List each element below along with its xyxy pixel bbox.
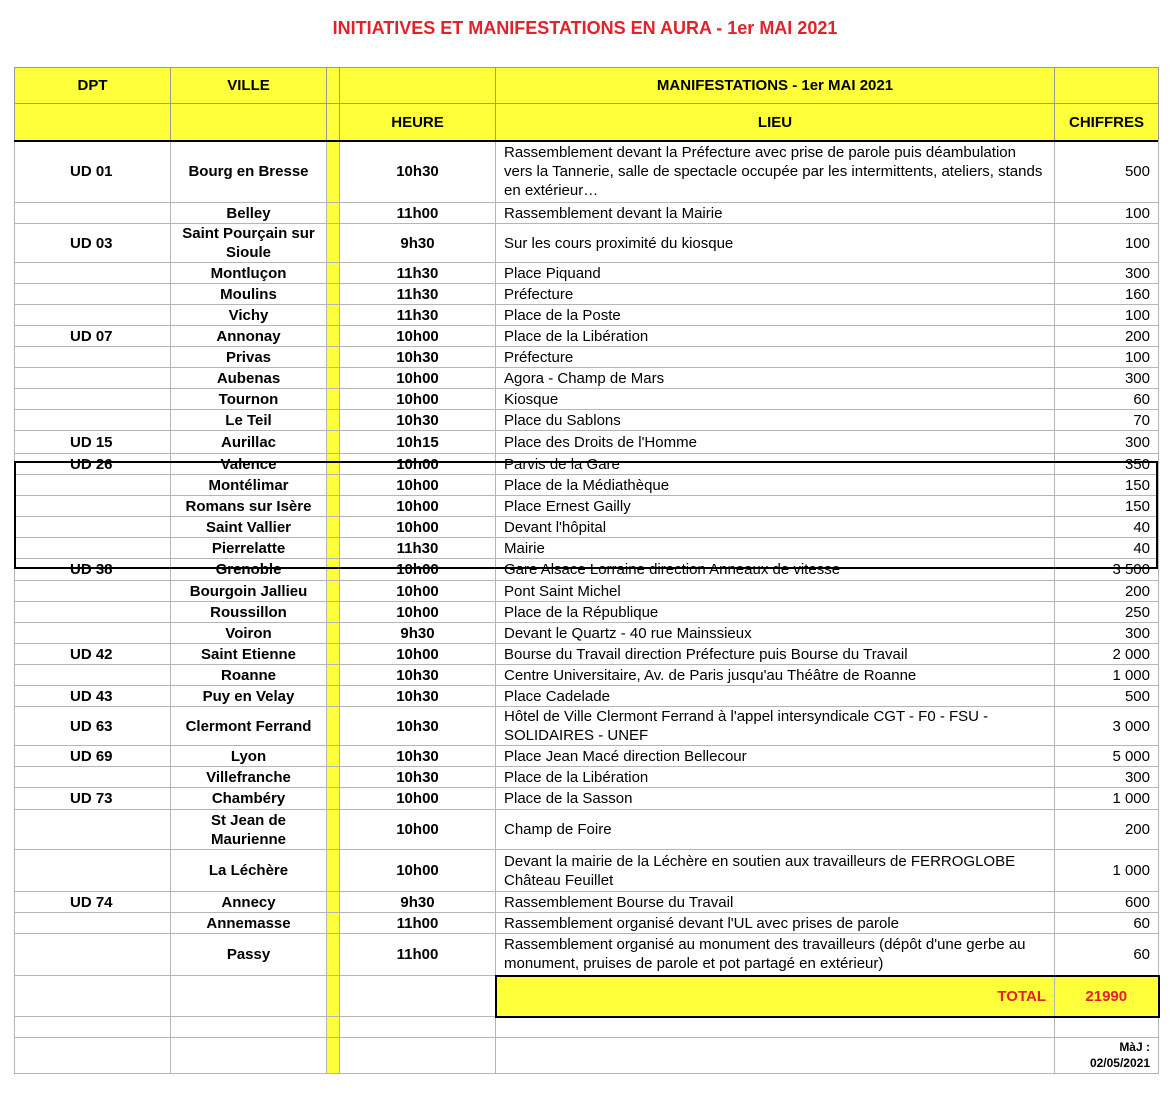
cell-dpt	[15, 934, 171, 976]
cell-lieu: Devant la mairie de la Léchère en soutien aux travailleurs de FERROGLOBE Château Feuillet	[496, 850, 1055, 892]
cell-chiffres: 3 000	[1055, 707, 1159, 746]
cell-chiffres: 350	[1055, 454, 1159, 475]
separator	[327, 976, 340, 1017]
separator	[327, 347, 340, 368]
table-row	[15, 810, 1159, 850]
separator	[327, 602, 340, 623]
separator	[327, 934, 340, 976]
cell-ville: Villefranche	[171, 767, 327, 788]
cell-lieu: Place Jean Macé direction Bellecour	[496, 746, 1055, 767]
cell-heure: 9h30	[340, 892, 496, 913]
cell-lieu: Préfecture	[496, 347, 1055, 368]
cell-dpt	[15, 767, 171, 788]
cell-chiffres: 200	[1055, 581, 1159, 602]
cell-dpt	[15, 810, 171, 850]
empty-cell	[15, 1017, 171, 1038]
separator	[327, 913, 340, 934]
cell-ville: Saint Vallier	[171, 517, 327, 538]
cell-dpt	[15, 581, 171, 602]
separator	[327, 559, 340, 581]
table-row	[15, 224, 1159, 263]
cell-chiffres: 300	[1055, 368, 1159, 389]
separator	[327, 746, 340, 767]
cell-dpt	[15, 623, 171, 644]
table-row	[15, 623, 1159, 644]
separator	[327, 326, 340, 347]
cell-lieu: Devant le Quartz - 40 rue Mainssieux	[496, 623, 1055, 644]
cell-ville: Bourg en Bresse	[171, 141, 327, 203]
header-empty	[15, 104, 171, 141]
cell-lieu: Préfecture	[496, 284, 1055, 305]
cell-lieu: Place Cadelade	[496, 686, 1055, 707]
cell-chiffres: 150	[1055, 496, 1159, 517]
table-row	[15, 284, 1159, 305]
cell-lieu: Rassemblement devant la Mairie	[496, 203, 1055, 224]
cell-chiffres: 1 000	[1055, 850, 1159, 892]
cell-lieu: Pont Saint Michel	[496, 581, 1055, 602]
cell-heure: 9h30	[340, 224, 496, 263]
cell-dpt: UD 43	[15, 686, 171, 707]
separator	[327, 1017, 340, 1038]
cell-heure: 10h00	[340, 810, 496, 850]
cell-chiffres: 100	[1055, 203, 1159, 224]
cell-ville: Aubenas	[171, 368, 327, 389]
cell-lieu: Mairie	[496, 538, 1055, 559]
cell-heure: 10h00	[340, 644, 496, 665]
table-row	[15, 707, 1159, 746]
empty-cell	[171, 1038, 327, 1074]
cell-lieu: Place du Sablons	[496, 410, 1055, 431]
table-row	[15, 892, 1159, 913]
cell-ville: Le Teil	[171, 410, 327, 431]
cell-dpt	[15, 347, 171, 368]
cell-dpt: UD 01	[15, 141, 171, 203]
cell-heure: 10h00	[340, 517, 496, 538]
cell-heure: 10h00	[340, 326, 496, 347]
separator	[327, 644, 340, 665]
empty-cell	[340, 1038, 496, 1074]
cell-dpt	[15, 850, 171, 892]
cell-heure: 10h30	[340, 410, 496, 431]
cell-heure: 10h00	[340, 496, 496, 517]
cell-heure: 10h15	[340, 431, 496, 454]
cell-lieu: Sur les cours proximité du kiosque	[496, 224, 1055, 263]
separator	[327, 1038, 340, 1074]
cell-ville: Romans sur Isère	[171, 496, 327, 517]
cell-ville: Vichy	[171, 305, 327, 326]
spacer-row	[15, 1017, 1159, 1038]
separator	[327, 68, 340, 104]
cell-lieu: Bourse du Travail direction Préfecture puis Bourse du Travail	[496, 644, 1055, 665]
cell-ville: Voiron	[171, 623, 327, 644]
cell-dpt	[15, 410, 171, 431]
separator	[327, 475, 340, 496]
cell-dpt	[15, 389, 171, 410]
cell-lieu: Place de la République	[496, 602, 1055, 623]
cell-dpt	[15, 203, 171, 224]
separator	[327, 305, 340, 326]
cell-dpt	[15, 368, 171, 389]
separator	[327, 665, 340, 686]
cell-dpt	[15, 263, 171, 284]
cell-lieu: Rassemblement Bourse du Travail	[496, 892, 1055, 913]
total-value: 21990	[1055, 976, 1159, 1017]
cell-heure: 11h30	[340, 305, 496, 326]
table-row	[15, 475, 1159, 496]
cell-ville: Belley	[171, 203, 327, 224]
cell-heure: 10h00	[340, 850, 496, 892]
cell-dpt	[15, 305, 171, 326]
cell-ville: Annemasse	[171, 913, 327, 934]
cell-chiffres: 250	[1055, 602, 1159, 623]
table-row	[15, 141, 1159, 203]
table-row	[15, 496, 1159, 517]
cell-chiffres: 1 000	[1055, 788, 1159, 810]
separator	[327, 517, 340, 538]
separator	[327, 581, 340, 602]
separator	[327, 410, 340, 431]
separator	[327, 788, 340, 810]
cell-lieu: Gare Alsace Lorraine direction Anneaux de vitesse	[496, 559, 1055, 581]
cell-heure: 10h30	[340, 665, 496, 686]
header-ville: VILLE	[171, 68, 327, 104]
cell-chiffres: 500	[1055, 141, 1159, 203]
cell-ville: Roussillon	[171, 602, 327, 623]
cell-chiffres: 300	[1055, 263, 1159, 284]
table-row	[15, 686, 1159, 707]
header-heure: HEURE	[340, 104, 496, 141]
update-date: MàJ : 02/05/2021	[1055, 1038, 1159, 1074]
cell-ville: Chambéry	[171, 788, 327, 810]
cell-heure: 10h00	[340, 581, 496, 602]
empty-cell	[496, 1038, 1055, 1074]
cell-heure: 10h30	[340, 141, 496, 203]
cell-heure: 9h30	[340, 623, 496, 644]
separator	[327, 141, 340, 203]
cell-chiffres: 160	[1055, 284, 1159, 305]
table-row	[15, 538, 1159, 559]
cell-heure: 10h30	[340, 686, 496, 707]
cell-lieu: Rassemblement organisé au monument des travailleurs (dépôt d'une gerbe au monument, pruises de parole et pot partagé en extérieur)	[496, 934, 1055, 976]
separator	[327, 892, 340, 913]
cell-dpt	[15, 602, 171, 623]
separator	[327, 623, 340, 644]
cell-lieu: Hôtel de Ville Clermont Ferrand à l'appel intersyndicale CGT - F0 - FSU - SOLIDAIRES - UNEF	[496, 707, 1055, 746]
header-empty	[340, 68, 496, 104]
empty-cell	[171, 976, 327, 1017]
cell-lieu: Rassemblement devant la Préfecture avec prise de parole puis déambulation vers la Tannerie, salle de spectacle occupée par les intermittents, ateliers, stands en extérieur…	[496, 141, 1055, 203]
table-row	[15, 389, 1159, 410]
cell-chiffres: 500	[1055, 686, 1159, 707]
table-row	[15, 203, 1159, 224]
table-row	[15, 347, 1159, 368]
separator	[327, 686, 340, 707]
header-row-1	[15, 68, 1159, 104]
cell-ville: Privas	[171, 347, 327, 368]
table-row	[15, 326, 1159, 347]
cell-chiffres: 100	[1055, 224, 1159, 263]
header-row-2	[15, 104, 1159, 141]
cell-chiffres: 300	[1055, 623, 1159, 644]
table-row	[15, 665, 1159, 686]
cell-ville: Puy en Velay	[171, 686, 327, 707]
cell-chiffres: 300	[1055, 431, 1159, 454]
table-row	[15, 517, 1159, 538]
cell-chiffres: 150	[1055, 475, 1159, 496]
table-row	[15, 850, 1159, 892]
cell-lieu: Centre Universitaire, Av. de Paris jusqu'au Théâtre de Roanne	[496, 665, 1055, 686]
cell-lieu: Place de la Médiathèque	[496, 475, 1055, 496]
cell-dpt	[15, 475, 171, 496]
cell-lieu: Parvis de la Gare	[496, 454, 1055, 475]
separator	[327, 284, 340, 305]
separator	[327, 538, 340, 559]
cell-lieu: Place des Droits de l'Homme	[496, 431, 1055, 454]
header-lieu: LIEU	[496, 104, 1055, 141]
update-row	[15, 1038, 1159, 1074]
cell-heure: 10h00	[340, 559, 496, 581]
cell-ville: Bourgoin Jallieu	[171, 581, 327, 602]
cell-dpt: UD 74	[15, 892, 171, 913]
cell-chiffres: 60	[1055, 389, 1159, 410]
cell-heure: 11h30	[340, 284, 496, 305]
table-row	[15, 602, 1159, 623]
cell-heure: 10h30	[340, 746, 496, 767]
separator	[327, 496, 340, 517]
cell-ville: St Jean de Maurienne	[171, 810, 327, 850]
total-label: TOTAL	[496, 976, 1055, 1017]
cell-ville: Pierrelatte	[171, 538, 327, 559]
cell-heure: 11h00	[340, 934, 496, 976]
cell-chiffres: 1 000	[1055, 665, 1159, 686]
cell-dpt	[15, 913, 171, 934]
separator	[327, 203, 340, 224]
table-row	[15, 454, 1159, 475]
cell-ville: Saint Etienne	[171, 644, 327, 665]
header-manifestations: MANIFESTATIONS - 1er MAI 2021	[496, 68, 1055, 104]
cell-dpt	[15, 517, 171, 538]
empty-cell	[15, 1038, 171, 1074]
cell-dpt: UD 26	[15, 454, 171, 475]
cell-lieu: Place de la Libération	[496, 326, 1055, 347]
cell-heure: 11h30	[340, 538, 496, 559]
cell-ville: Grenoble	[171, 559, 327, 581]
table-row	[15, 410, 1159, 431]
cell-lieu: Place de la Poste	[496, 305, 1055, 326]
table-row	[15, 644, 1159, 665]
cell-heure: 10h00	[340, 454, 496, 475]
cell-ville: Tournon	[171, 389, 327, 410]
table-row	[15, 559, 1159, 581]
header-empty	[1055, 68, 1159, 104]
cell-chiffres: 100	[1055, 347, 1159, 368]
cell-chiffres: 40	[1055, 517, 1159, 538]
cell-lieu: Champ de Foire	[496, 810, 1055, 850]
cell-lieu: Kiosque	[496, 389, 1055, 410]
empty-cell	[1055, 1017, 1159, 1038]
table-row	[15, 767, 1159, 788]
empty-cell	[171, 1017, 327, 1038]
cell-dpt	[15, 538, 171, 559]
cell-heure: 10h00	[340, 788, 496, 810]
empty-cell	[340, 1017, 496, 1038]
cell-ville: La Léchère	[171, 850, 327, 892]
cell-chiffres: 5 000	[1055, 746, 1159, 767]
cell-dpt: UD 03	[15, 224, 171, 263]
cell-dpt	[15, 665, 171, 686]
separator	[327, 389, 340, 410]
cell-dpt	[15, 284, 171, 305]
separator	[327, 810, 340, 850]
cell-dpt: UD 38	[15, 559, 171, 581]
empty-cell	[340, 976, 496, 1017]
separator	[327, 707, 340, 746]
cell-dpt: UD 07	[15, 326, 171, 347]
cell-dpt: UD 69	[15, 746, 171, 767]
cell-chiffres: 70	[1055, 410, 1159, 431]
cell-chiffres: 600	[1055, 892, 1159, 913]
page-title: INITIATIVES ET MANIFESTATIONS EN AURA - 1er MAI 2021	[332, 18, 838, 38]
cell-heure: 10h30	[340, 347, 496, 368]
empty-cell	[15, 976, 171, 1017]
table-row	[15, 431, 1159, 454]
cell-chiffres: 100	[1055, 305, 1159, 326]
manifestations-table	[14, 67, 1160, 1074]
separator	[327, 368, 340, 389]
cell-dpt: UD 15	[15, 431, 171, 454]
cell-heure: 10h00	[340, 602, 496, 623]
cell-ville: Saint Pourçain sur Sioule	[171, 224, 327, 263]
separator	[327, 104, 340, 141]
cell-heure: 11h00	[340, 913, 496, 934]
header-empty	[171, 104, 327, 141]
table-row	[15, 788, 1159, 810]
cell-chiffres: 60	[1055, 913, 1159, 934]
cell-lieu: Place de la Libération	[496, 767, 1055, 788]
cell-heure: 11h30	[340, 263, 496, 284]
separator	[327, 850, 340, 892]
cell-heure: 10h00	[340, 389, 496, 410]
cell-lieu: Place de la Sasson	[496, 788, 1055, 810]
table-row	[15, 746, 1159, 767]
cell-chiffres: 40	[1055, 538, 1159, 559]
cell-ville: Moulins	[171, 284, 327, 305]
cell-ville: Roanne	[171, 665, 327, 686]
cell-dpt: UD 42	[15, 644, 171, 665]
cell-chiffres: 200	[1055, 810, 1159, 850]
separator	[327, 454, 340, 475]
total-row	[15, 976, 1159, 1017]
cell-lieu: Agora - Champ de Mars	[496, 368, 1055, 389]
cell-lieu: Place Ernest Gailly	[496, 496, 1055, 517]
cell-lieu: Devant l'hôpital	[496, 517, 1055, 538]
cell-heure: 10h00	[340, 475, 496, 496]
separator	[327, 263, 340, 284]
cell-ville: Lyon	[171, 746, 327, 767]
cell-dpt: UD 63	[15, 707, 171, 746]
cell-ville: Valence	[171, 454, 327, 475]
cell-heure: 10h30	[340, 707, 496, 746]
separator	[327, 431, 340, 454]
cell-ville: Aurillac	[171, 431, 327, 454]
table-row	[15, 305, 1159, 326]
cell-lieu: Place Piquand	[496, 263, 1055, 284]
table-row	[15, 913, 1159, 934]
cell-heure: 10h30	[340, 767, 496, 788]
cell-dpt	[15, 496, 171, 517]
separator	[327, 767, 340, 788]
cell-chiffres: 3 500	[1055, 559, 1159, 581]
header-divider	[14, 140, 1158, 142]
cell-chiffres: 60	[1055, 934, 1159, 976]
cell-heure: 10h00	[340, 368, 496, 389]
cell-ville: Montélimar	[171, 475, 327, 496]
cell-ville: Montluçon	[171, 263, 327, 284]
cell-chiffres: 300	[1055, 767, 1159, 788]
empty-cell	[496, 1017, 1055, 1038]
separator	[327, 224, 340, 263]
cell-dpt: UD 73	[15, 788, 171, 810]
cell-ville: Passy	[171, 934, 327, 976]
cell-heure: 11h00	[340, 203, 496, 224]
cell-ville: Annecy	[171, 892, 327, 913]
cell-chiffres: 200	[1055, 326, 1159, 347]
cell-chiffres: 2 000	[1055, 644, 1159, 665]
table-row	[15, 934, 1159, 976]
table-row	[15, 263, 1159, 284]
cell-lieu: Rassemblement organisé devant l'UL avec prises de parole	[496, 913, 1055, 934]
table-row	[15, 368, 1159, 389]
cell-ville: Clermont Ferrand	[171, 707, 327, 746]
table-row	[15, 581, 1159, 602]
cell-ville: Annonay	[171, 326, 327, 347]
header-dpt: DPT	[15, 68, 171, 104]
header-chiffres: CHIFFRES	[1055, 104, 1159, 141]
